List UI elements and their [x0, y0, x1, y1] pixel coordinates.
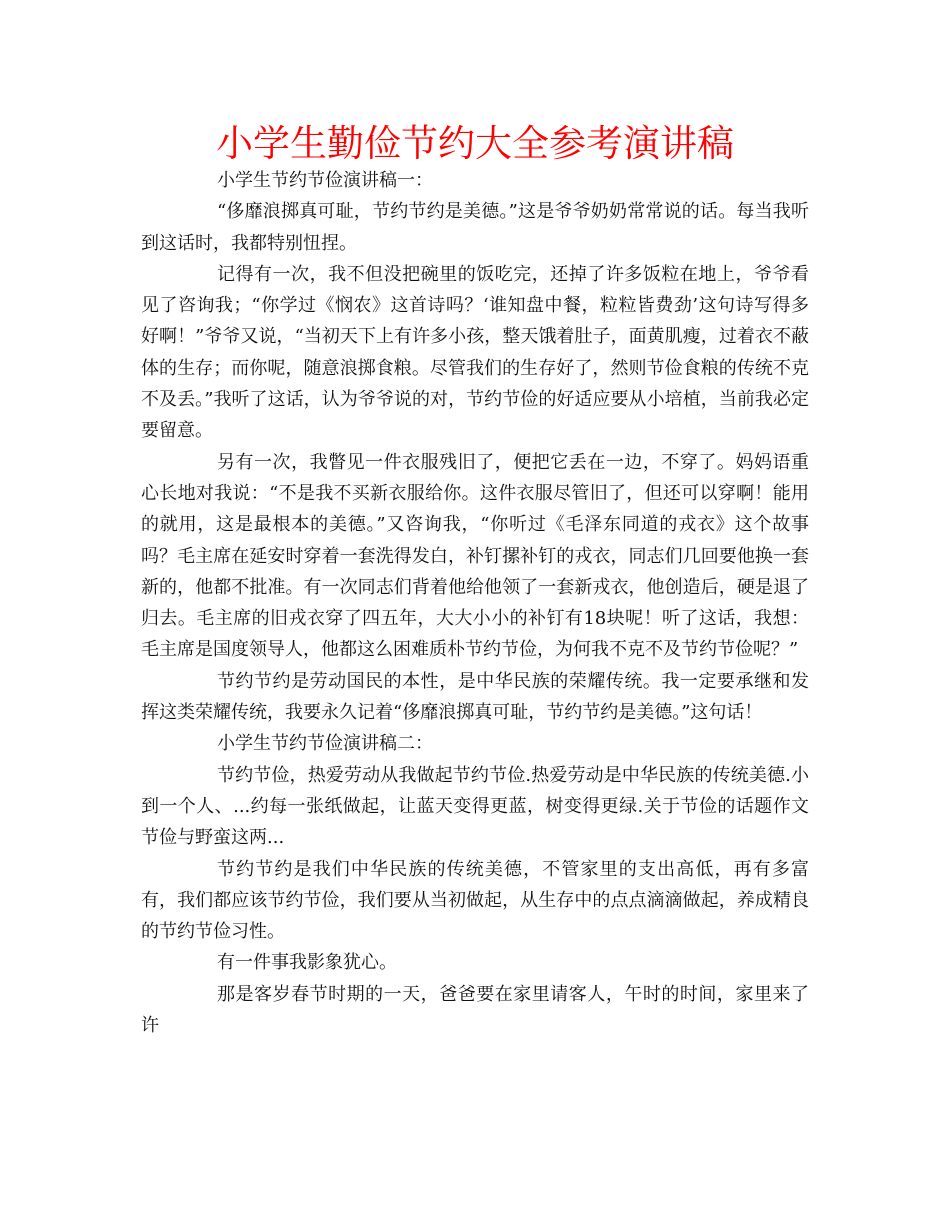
paragraph: 节约节约是劳动国民的本性，是中华民族的荣耀传统。我一定要承继和发挥这类荣耀传统，我要永久记着“侈靡浪掷真可耻，节约节约是美德。”这句话！ — [141, 670, 809, 724]
paragraph: “侈靡浪掷真可耻，节约节约是美德。”这是爷爷奶奶常常说的话。每当我听到这话时，我都特别忸捏。 — [141, 201, 809, 254]
paragraph: 那是客岁春节时期的一天，爸爸要在家里请客人，午时的时间，家里来了许 — [141, 983, 809, 1037]
paragraph: 节约节约是我们中华民族的传统美德，不管家里的支出高低，再有多富有，我们都应该节约节俭，我们要从当初做起，从生存中的点点滴滴做起，养成精良的节约节俭习性。 — [141, 858, 809, 943]
paragraph: 有一件事我影象犹心。 — [217, 952, 397, 974]
paragraph: 另有一次，我瞥见一件衣服残旧了，便把它丢在一边，不穿了。妈妈语重心长地对我说：“不是我不买新衣服给你。这件衣服尽管旧了，但还可以穿啊！能用的就用，这是最根本的美德。”又咨询我，“你听过《毛泽东同道的戎衣》这个故事吗？毛主席在延安时穿着一套洗得发白，补钉摞补钉的戎衣，同志们几回要他换一套新的，他都不批准。有一次同志们背着他给他领了一套新戎衣，他创造后，硬是退了归去。毛主席的旧戎衣穿了四五年，大大小小的补钉有18块呢！听了这话，我想：毛主席是国度领导人，他都这么困难质朴节约节俭，为何我不克不及节约节俭呢？” — [141, 451, 809, 661]
document-body — [141, 165, 809, 1041]
paragraph: 节约节俭，热爱劳动从我做起节约节俭.热爱劳动是中华民族的传统美德.小到一个人、...约每一张纸做起，让蓝天变得更蓝，树变得更绿.关于节俭的话题作文节俭与野蛮这两... — [141, 764, 809, 849]
section-heading-2: 小学生节约节俭演讲稿二： — [217, 733, 433, 755]
paragraph: 记得有一次，我不但没把碗里的饭吃完，还掉了许多饭粒在地上，爷爷看见了咨询我；“你学过《悯农》这首诗吗？‘谁知盘中餐，粒粒皆费劲’这句诗写得多好啊！”爷爷又说，“当初天下上有许多小孩，整天饿着肚子，面黄肌瘦，过着衣不蔽体的生存；而你呢，随意浪掷食粮。尽管我们的生存好了，然则节俭食粮的传统不克不及丢。”我听了这话，认为爷爷说的对，节约节俭的好适应要从小培植，当前我必定要留意。 — [141, 263, 809, 442]
document-title: 小学生勤俭节约大全参考演讲稿 — [216, 122, 734, 165]
section-heading-1: 小学生节约节俭演讲稿一： — [217, 170, 433, 191]
